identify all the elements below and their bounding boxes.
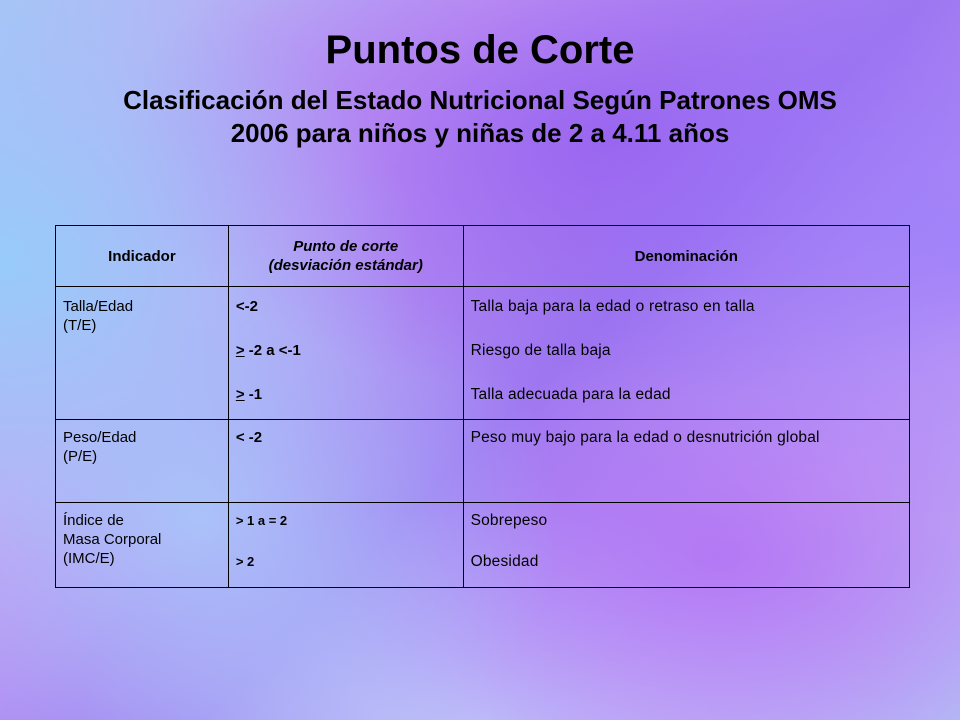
cutoff-cell [228,287,463,420]
header-cutoff-line-1: Punto de corte [293,238,399,255]
cutoff-table [55,225,910,588]
indicator-line: (P/E) [63,448,98,465]
denomination-cell [463,287,909,420]
indicator-cell [56,503,229,588]
subtitle-line-1: Clasificación del Estado Nutricional Según Patrones OMS [123,85,837,115]
denomination-value: Obesidad [470,553,539,570]
denomination-cell [463,420,909,503]
indicator-line: (T/E) [63,317,97,334]
header-denomination: Denominación [463,226,909,287]
subtitle-line-2: 2006 para niños y niñas de 2 a 4.11 años [230,118,730,148]
indicator-cell [56,420,229,503]
header-cutoff-line-2: (desviación estándar) [268,257,423,274]
denomination-value: Talla adecuada para la edad [470,386,671,403]
slide-subtitle [20,84,940,150]
table-row [56,287,910,420]
indicator-line: Talla/Edad [63,298,134,315]
cutoff-cell [228,420,463,503]
slide-title: Puntos de Corte [325,28,635,72]
header-indicator: Indicador [56,226,229,287]
cutoff-value: <-2 [235,298,258,315]
indicator-line: Índice de [63,512,124,529]
denomination-value: Peso muy bajo para la edad o desnutrición global [470,429,820,446]
indicator-line: Masa Corporal [63,531,162,548]
indicator-cell [56,287,229,420]
header-cutoff [228,226,463,287]
table-row [56,420,910,503]
denomination-value: Talla baja para la edad o retraso en talla [470,298,755,315]
cutoff-value: < -2 [235,429,263,446]
indicator-line: (IMC/E) [63,550,115,567]
cutoff-cell [228,503,463,588]
table-row [56,503,910,588]
cutoff-value: > 1 a = 2 [235,513,288,528]
cutoff-value: > -2 a <-1 [235,342,301,359]
cutoff-value: > -1 [235,386,263,403]
table-header-row [56,226,910,287]
indicator-line: Peso/Edad [63,429,137,446]
cutoff-value: > 2 [235,554,255,569]
denomination-cell [463,503,909,588]
denomination-value: Sobrepeso [470,512,548,529]
denomination-value: Riesgo de talla baja [470,342,611,359]
